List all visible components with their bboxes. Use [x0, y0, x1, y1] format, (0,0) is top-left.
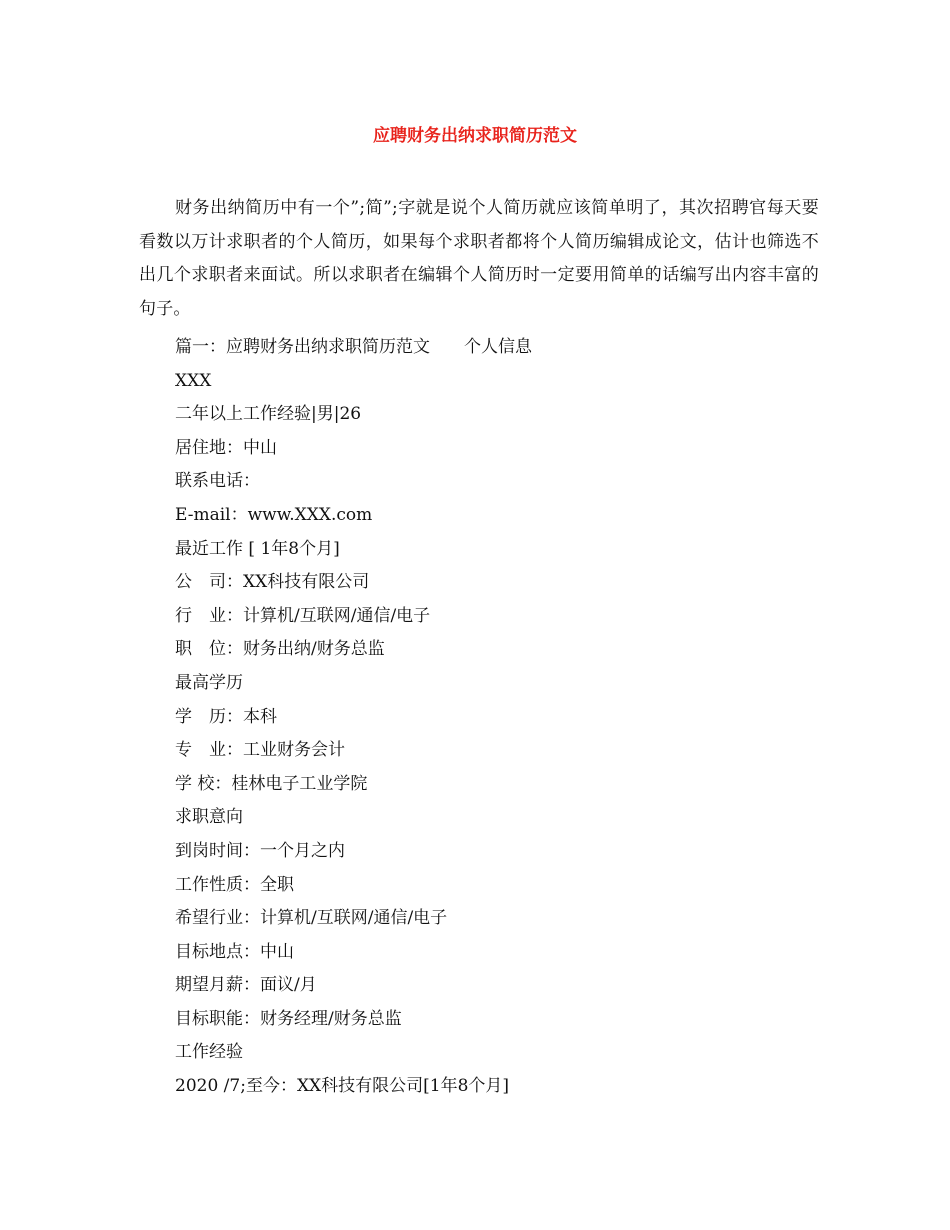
- resume-lines: [175, 331, 815, 1104]
- resume-line-work-entry: 2020 /7;至今：XX科技有限公司[1年8个月]: [175, 1076, 510, 1097]
- resume-line-desired-industry: 希望行业：计算机/互联网/通信/电子: [175, 908, 448, 929]
- resume-line-email: E-mail：www.XXX.com: [175, 504, 373, 525]
- resume-line-target-function: 目标职能：财务经理/财务总监: [175, 1008, 402, 1029]
- resume-line-expected-salary: 期望月薪：面议/月: [175, 975, 317, 996]
- resume-line-degree: 学 历：本科: [175, 706, 277, 727]
- resume-line-target-location: 目标地点：中山: [175, 941, 294, 962]
- resume-line-company: 公 司：XX科技有限公司: [175, 572, 370, 593]
- resume-line-major: 专 业：工业财务会计: [175, 740, 345, 761]
- resume-line-section-header: 篇一：应聘财务出纳求职简历范文 个人信息: [175, 337, 532, 357]
- resume-line-recent-work: 最近工作 [ 1年8个月]: [175, 538, 340, 559]
- resume-line-work-experience-heading: 工作经验: [175, 1042, 243, 1063]
- resume-line-school: 学 校：桂林电子工业学院: [175, 773, 368, 794]
- resume-line-start-time: 到岗时间：一个月之内: [175, 840, 345, 861]
- intro-paragraph: 财务出纳简历中有一个”;简”;字就是说个人简历就应该简单明了，其次招聘官每天要看数以万计求职者的个人简历，如果每个求职者都将个人简历编辑成论文，估计也筛选不出几个求职者来面试。所以求职者在编辑个人简历时一定要用简单的话编写出内容丰富的句子。: [139, 198, 819, 319]
- resume-line-position: 职 位：财务出纳/财务总监: [175, 639, 385, 660]
- resume-line-intent-heading: 求职意向: [175, 807, 243, 828]
- resume-line-residence: 居住地：中山: [175, 437, 277, 458]
- resume-line-experience-summary: 二年以上工作经验|男|26: [175, 404, 362, 425]
- resume-line-job-type: 工作性质：全职: [175, 874, 294, 895]
- resume-line-phone: 联系电话：: [175, 471, 260, 492]
- resume-line-education-heading: 最高学历: [175, 672, 243, 693]
- resume-line-industry: 行 业：计算机/互联网/通信/电子: [175, 605, 431, 626]
- resume-line-name: XXX: [175, 370, 212, 391]
- document-title: 应聘财务出纳求职简历范文: [373, 126, 577, 146]
